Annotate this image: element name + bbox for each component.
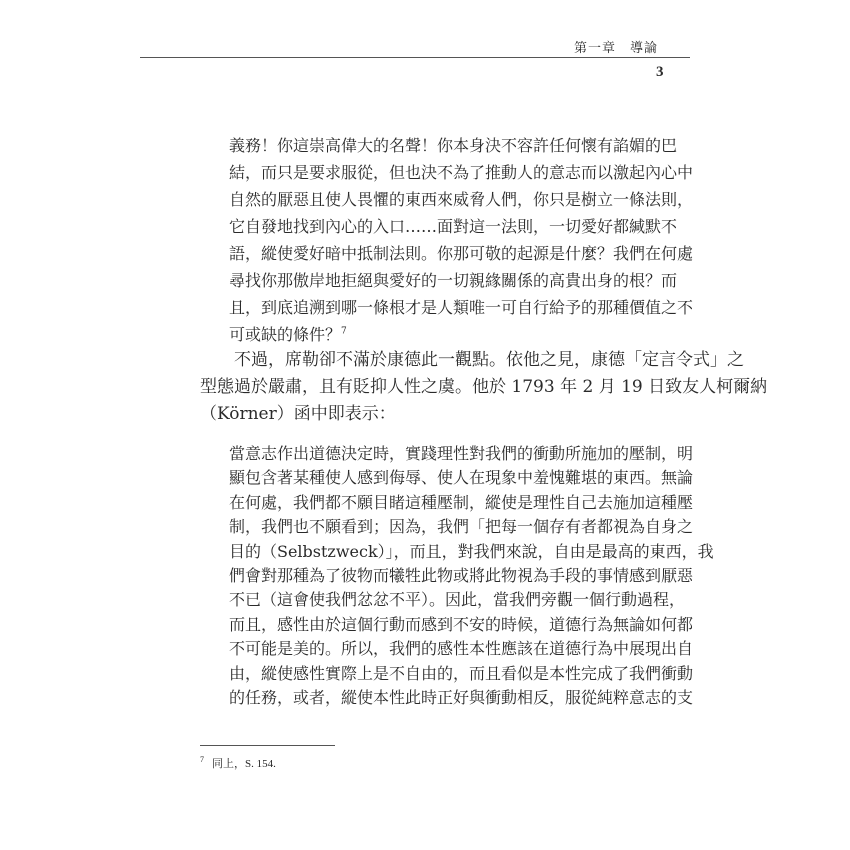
footnote bbox=[200, 755, 276, 771]
quote-line: 不可能是美的。所以，我們的感性本性應該在道德行為中展現出自 bbox=[229, 639, 694, 659]
quote-text: 可或缺的條件？ bbox=[229, 325, 342, 344]
header-rule bbox=[140, 57, 690, 58]
quote-line: 且，到底追溯到哪一條根才是人類唯一可自行給予的那種價值之不 bbox=[229, 298, 694, 317]
quote-line: 尋找你那傲岸地拒絕與愛好的一切親緣關係的高貴出身的根？而 bbox=[229, 271, 678, 290]
quote-line: 語，縱使愛好暗中抵制法則。你那可敬的起源是什麼？我們在何處 bbox=[229, 244, 694, 263]
quote-line: 制，我們也不願看到；因為，我們「把每一個存有者都視為自身之 bbox=[229, 517, 694, 537]
quote-line: 們會對那種為了彼物而犧牲此物或將此物視為手段的事情感到厭惡 bbox=[229, 566, 694, 585]
paragraph-line: 不過，席勒卻不滿於康德此一觀點。依他之見，康德「定言令式」之 bbox=[234, 350, 744, 370]
quote-line: 由，縱使感性實際上是不自由的，而且看似是本性完成了我們衝動 bbox=[229, 663, 694, 683]
quote-line: 當意志作出道德決定時，實踐理性對我們的衝動所施加的壓制，明 bbox=[229, 444, 694, 463]
running-header-chapter: 第一章 導論 bbox=[573, 41, 658, 56]
quote-line: 顯包含著某種使人感到侮辱、使人在現象中羞愧難堪的東西。無論 bbox=[229, 468, 694, 488]
quote-line: 結，而只是要求服從，但也決不為了推動人的意志而以激起內心中 bbox=[229, 163, 694, 182]
footnote-rule bbox=[200, 745, 335, 746]
quote-line: 而且，感性由於這個行動而感到不安的時候，道德行為無論如何都 bbox=[229, 614, 694, 634]
quote-line: 義務！你這崇高偉大的名聲！你本身決不容許任何懷有諂媚的巴 bbox=[229, 136, 678, 155]
quote-line: 不已（這會使我們忿忿不平）。因此，當我們旁觀一個行動過程， bbox=[229, 590, 686, 610]
quote-line: 目的（Selbstzweck）」，而且，對我們來說，自由是最高的東西，我 bbox=[229, 541, 714, 561]
footnote-number: 7 bbox=[200, 755, 204, 764]
quote-line: 它自發地找到內心的入口……面對這一法則，一切愛好都緘默不 bbox=[229, 217, 678, 236]
paragraph-line: （Körner）函中即表示： bbox=[200, 404, 396, 424]
quote-line: 的任務，或者，縱使本性此時正好與衝動相反，服從純粹意志的支 bbox=[229, 688, 694, 707]
footnote-ref: 7 bbox=[341, 326, 347, 337]
footnote-text: 同上，S. 154. bbox=[212, 758, 276, 770]
paragraph-line: 型態過於嚴肅，且有貶抑人性之虞。他於 1793 年 2 月 19 日致友人柯爾納 bbox=[200, 377, 768, 397]
quote-line-last bbox=[229, 322, 631, 345]
quote-line: 自然的厭惡且使人畏懼的東西來威脅人們，你只是樹立一條法則， bbox=[229, 190, 694, 209]
quote-line: 在何處，我們都不願目睹這種壓制，縱使是理性自己去施加這種壓 bbox=[229, 492, 694, 512]
page-number: 3 bbox=[656, 64, 664, 80]
